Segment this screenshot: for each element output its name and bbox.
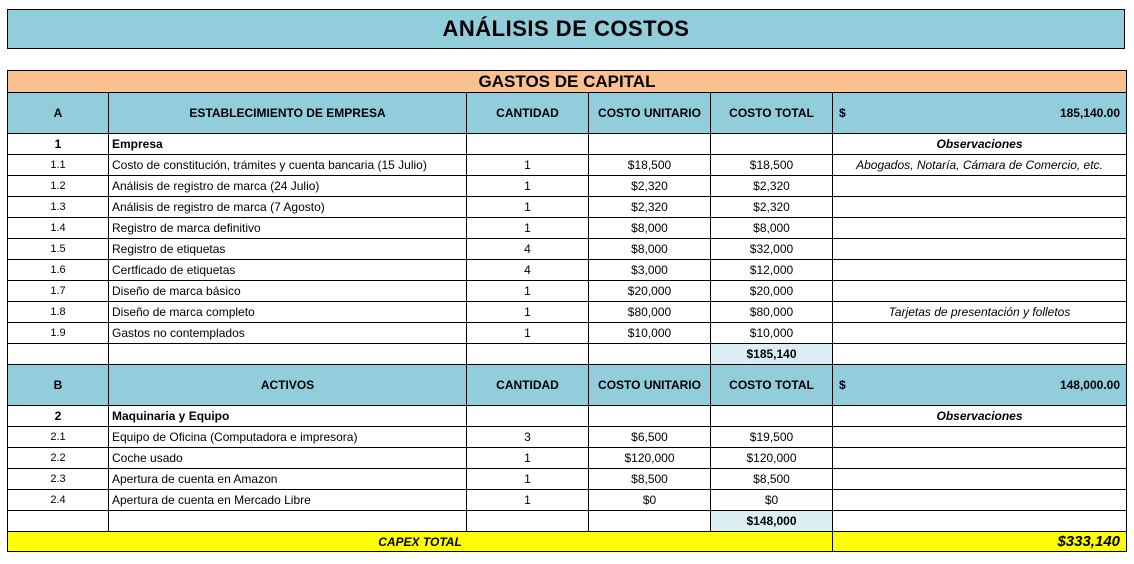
item-observation-cell[interactable] bbox=[833, 239, 1127, 260]
empty-cell[interactable] bbox=[589, 344, 711, 365]
banner-cell[interactable]: GASTOS DE CAPITAL bbox=[8, 71, 1127, 93]
item-total-cost-cell[interactable]: $12,000 bbox=[711, 260, 833, 281]
group-row bbox=[8, 406, 1127, 427]
item-number-cell[interactable]: 1.3 bbox=[8, 197, 109, 218]
item-number-cell[interactable]: 1.5 bbox=[8, 239, 109, 260]
item-quantity-cell[interactable]: 1 bbox=[467, 155, 589, 176]
col-cantidad-header[interactable]: CANTIDAD bbox=[467, 93, 589, 134]
item-number-cell[interactable]: 1.8 bbox=[8, 302, 109, 323]
item-number-cell[interactable]: 2.4 bbox=[8, 490, 109, 511]
item-unit-cost-cell[interactable]: $6,500 bbox=[589, 427, 711, 448]
subtotal-cell[interactable]: $185,140 bbox=[711, 344, 833, 365]
item-unit-cost-cell[interactable]: $2,320 bbox=[589, 176, 711, 197]
item-number-cell[interactable]: 2.2 bbox=[8, 448, 109, 469]
table-row bbox=[8, 239, 1127, 260]
item-observation-cell[interactable] bbox=[833, 197, 1127, 218]
item-description-cell[interactable]: Certficado de etiquetas bbox=[109, 260, 467, 281]
item-description-cell[interactable]: Diseño de marca completo bbox=[109, 302, 467, 323]
section-header-cell[interactable]: ACTIVOS bbox=[109, 365, 467, 406]
observaciones-header-cell[interactable]: Observaciones bbox=[833, 134, 1127, 155]
item-total-cost-cell[interactable]: $8,000 bbox=[711, 218, 833, 239]
item-number-cell[interactable]: 2.3 bbox=[8, 469, 109, 490]
section-letter-cell[interactable]: A bbox=[8, 93, 109, 134]
table-row bbox=[8, 260, 1127, 281]
table-row bbox=[8, 281, 1127, 302]
currency-symbol: $ bbox=[839, 106, 846, 120]
section-amount bbox=[839, 377, 1120, 393]
item-number-cell[interactable]: 1.2 bbox=[8, 176, 109, 197]
item-quantity-cell[interactable]: 3 bbox=[467, 427, 589, 448]
capex-total-row bbox=[8, 532, 1127, 552]
item-unit-cost-cell[interactable]: $120,000 bbox=[589, 448, 711, 469]
item-observation-cell[interactable]: Abogados, Notaría, Cámara de Comercio, etc. bbox=[833, 155, 1127, 176]
empty-cell[interactable] bbox=[833, 344, 1127, 365]
group-name-cell[interactable]: Maquinaria y Equipo bbox=[109, 406, 467, 427]
section-amount-cell[interactable] bbox=[833, 365, 1127, 406]
item-observation-cell[interactable] bbox=[833, 176, 1127, 197]
item-quantity-cell[interactable]: 1 bbox=[467, 323, 589, 344]
group-name-cell[interactable]: Empresa bbox=[109, 134, 467, 155]
item-total-cost-cell[interactable]: $19,500 bbox=[711, 427, 833, 448]
empty-cell[interactable] bbox=[467, 134, 589, 155]
item-quantity-cell[interactable]: 1 bbox=[467, 302, 589, 323]
item-quantity-cell[interactable]: 1 bbox=[467, 469, 589, 490]
empty-cell[interactable] bbox=[711, 406, 833, 427]
item-total-cost-cell[interactable]: $80,000 bbox=[711, 302, 833, 323]
item-unit-cost-cell[interactable]: $80,000 bbox=[589, 302, 711, 323]
item-total-cost-cell[interactable]: $32,000 bbox=[711, 239, 833, 260]
capex-total-label-cell[interactable]: CAPEX TOTAL bbox=[8, 532, 833, 552]
table-row bbox=[8, 469, 1127, 490]
col-costo-total-header[interactable]: COSTO TOTAL bbox=[711, 93, 833, 134]
item-description-cell[interactable]: Costo de constitución, trámites y cuenta bancaria (15 Julio) bbox=[109, 155, 467, 176]
item-quantity-cell[interactable]: 1 bbox=[467, 176, 589, 197]
item-number-cell[interactable]: 1.1 bbox=[8, 155, 109, 176]
banner-row bbox=[8, 71, 1127, 93]
item-number-cell[interactable]: 1.9 bbox=[8, 323, 109, 344]
item-unit-cost-cell[interactable]: $8,000 bbox=[589, 218, 711, 239]
empty-cell[interactable] bbox=[467, 511, 589, 532]
item-quantity-cell[interactable]: 4 bbox=[467, 239, 589, 260]
item-quantity-cell[interactable]: 1 bbox=[467, 490, 589, 511]
item-quantity-cell[interactable]: 4 bbox=[467, 260, 589, 281]
item-observation-cell[interactable] bbox=[833, 260, 1127, 281]
item-quantity-cell[interactable]: 1 bbox=[467, 281, 589, 302]
item-unit-cost-cell[interactable]: $10,000 bbox=[589, 323, 711, 344]
item-unit-cost-cell[interactable]: $3,000 bbox=[589, 260, 711, 281]
empty-cell[interactable] bbox=[109, 511, 467, 532]
item-observation-cell[interactable] bbox=[833, 281, 1127, 302]
item-total-cost-cell[interactable]: $2,320 bbox=[711, 176, 833, 197]
table-row bbox=[8, 176, 1127, 197]
observaciones-header-cell[interactable]: Observaciones bbox=[833, 406, 1127, 427]
item-description-cell[interactable]: Registro de marca definitivo bbox=[109, 218, 467, 239]
table-row bbox=[8, 302, 1127, 323]
item-description-cell[interactable]: Diseño de marca básico bbox=[109, 281, 467, 302]
item-number-cell[interactable]: 1.7 bbox=[8, 281, 109, 302]
item-total-cost-cell[interactable]: $2,320 bbox=[711, 197, 833, 218]
item-number-cell[interactable]: 2.1 bbox=[8, 427, 109, 448]
section-letter-cell[interactable]: B bbox=[8, 365, 109, 406]
col-costo-total-header[interactable]: COSTO TOTAL bbox=[711, 365, 833, 406]
item-observation-cell[interactable]: Tarjetas de presentación y folletos bbox=[833, 302, 1127, 323]
section-amount bbox=[839, 105, 1120, 121]
item-unit-cost-cell[interactable]: $0 bbox=[589, 490, 711, 511]
empty-cell[interactable] bbox=[467, 344, 589, 365]
table-row bbox=[8, 427, 1127, 448]
group-row bbox=[8, 134, 1127, 155]
item-description-cell[interactable]: Análisis de registro de marca (24 Julio) bbox=[109, 176, 467, 197]
item-unit-cost-cell[interactable]: $8,500 bbox=[589, 469, 711, 490]
item-observation-cell[interactable] bbox=[833, 448, 1127, 469]
item-total-cost-cell[interactable]: $0 bbox=[711, 490, 833, 511]
empty-cell[interactable] bbox=[589, 406, 711, 427]
item-observation-cell[interactable] bbox=[833, 218, 1127, 239]
col-cantidad-header[interactable]: CANTIDAD bbox=[467, 365, 589, 406]
item-quantity-cell[interactable]: 1 bbox=[467, 197, 589, 218]
item-observation-cell[interactable] bbox=[833, 427, 1127, 448]
capex-total-value-cell[interactable]: $333,140 bbox=[833, 532, 1127, 552]
item-number-cell[interactable]: 1.6 bbox=[8, 260, 109, 281]
currency-symbol: $ bbox=[839, 378, 846, 392]
empty-cell[interactable] bbox=[109, 344, 467, 365]
item-unit-cost-cell[interactable]: $8,000 bbox=[589, 239, 711, 260]
item-unit-cost-cell[interactable]: $18,500 bbox=[589, 155, 711, 176]
item-observation-cell[interactable] bbox=[833, 490, 1127, 511]
table-row bbox=[8, 197, 1127, 218]
item-unit-cost-cell[interactable]: $20,000 bbox=[589, 281, 711, 302]
empty-cell[interactable] bbox=[711, 134, 833, 155]
item-description-cell[interactable]: Análisis de registro de marca (7 Agosto) bbox=[109, 197, 467, 218]
empty-cell[interactable] bbox=[467, 406, 589, 427]
item-total-cost-cell[interactable]: $18,500 bbox=[711, 155, 833, 176]
col-costo-unitario-header[interactable]: COSTO UNITARIO bbox=[589, 365, 711, 406]
empty-cell[interactable] bbox=[833, 511, 1127, 532]
sheet-title: ANÁLISIS DE COSTOS bbox=[7, 9, 1125, 49]
subtotal-cell[interactable]: $148,000 bbox=[711, 511, 833, 532]
empty-cell[interactable] bbox=[589, 511, 711, 532]
cost-table bbox=[7, 70, 1127, 552]
section-amount-cell[interactable] bbox=[833, 93, 1127, 134]
item-total-cost-cell[interactable]: $8,500 bbox=[711, 469, 833, 490]
empty-cell[interactable] bbox=[8, 511, 109, 532]
empty-cell[interactable] bbox=[589, 134, 711, 155]
section-header-cell[interactable]: ESTABLECIMIENTO DE EMPRESA bbox=[109, 93, 467, 134]
section-amount-value: 185,140.00 bbox=[1059, 106, 1121, 120]
section-header-row bbox=[8, 93, 1127, 134]
item-total-cost-cell[interactable]: $120,000 bbox=[711, 448, 833, 469]
item-quantity-cell[interactable]: 1 bbox=[467, 218, 589, 239]
subtotal-row bbox=[8, 344, 1127, 365]
item-unit-cost-cell[interactable]: $2,320 bbox=[589, 197, 711, 218]
item-description-cell[interactable]: Equipo de Oficina (Computadora e impresora) bbox=[109, 427, 467, 448]
item-total-cost-cell[interactable]: $10,000 bbox=[711, 323, 833, 344]
group-number-cell[interactable]: 2 bbox=[8, 406, 109, 427]
item-description-cell[interactable]: Gastos no contemplados bbox=[109, 323, 467, 344]
table-row bbox=[8, 490, 1127, 511]
table-row bbox=[8, 448, 1127, 469]
section-header-row bbox=[8, 365, 1127, 406]
table-row bbox=[8, 155, 1127, 176]
item-quantity-cell[interactable]: 1 bbox=[467, 448, 589, 469]
group-number-cell[interactable]: 1 bbox=[8, 134, 109, 155]
item-description-cell[interactable]: Apertura de cuenta en Amazon bbox=[109, 469, 467, 490]
item-description-cell[interactable]: Apertura de cuenta en Mercado Libre bbox=[109, 490, 467, 511]
item-observation-cell[interactable] bbox=[833, 469, 1127, 490]
item-description-cell[interactable]: Coche usado bbox=[109, 448, 467, 469]
item-description-cell[interactable]: Registro de etiquetas bbox=[109, 239, 467, 260]
table-row bbox=[8, 218, 1127, 239]
item-number-cell[interactable]: 1.4 bbox=[8, 218, 109, 239]
section-amount-value: 148,000.00 bbox=[1059, 378, 1121, 392]
item-total-cost-cell[interactable]: $20,000 bbox=[711, 281, 833, 302]
empty-cell[interactable] bbox=[8, 344, 109, 365]
subtotal-row bbox=[8, 511, 1127, 532]
table-row bbox=[8, 323, 1127, 344]
item-observation-cell[interactable] bbox=[833, 323, 1127, 344]
col-costo-unitario-header[interactable]: COSTO UNITARIO bbox=[589, 93, 711, 134]
